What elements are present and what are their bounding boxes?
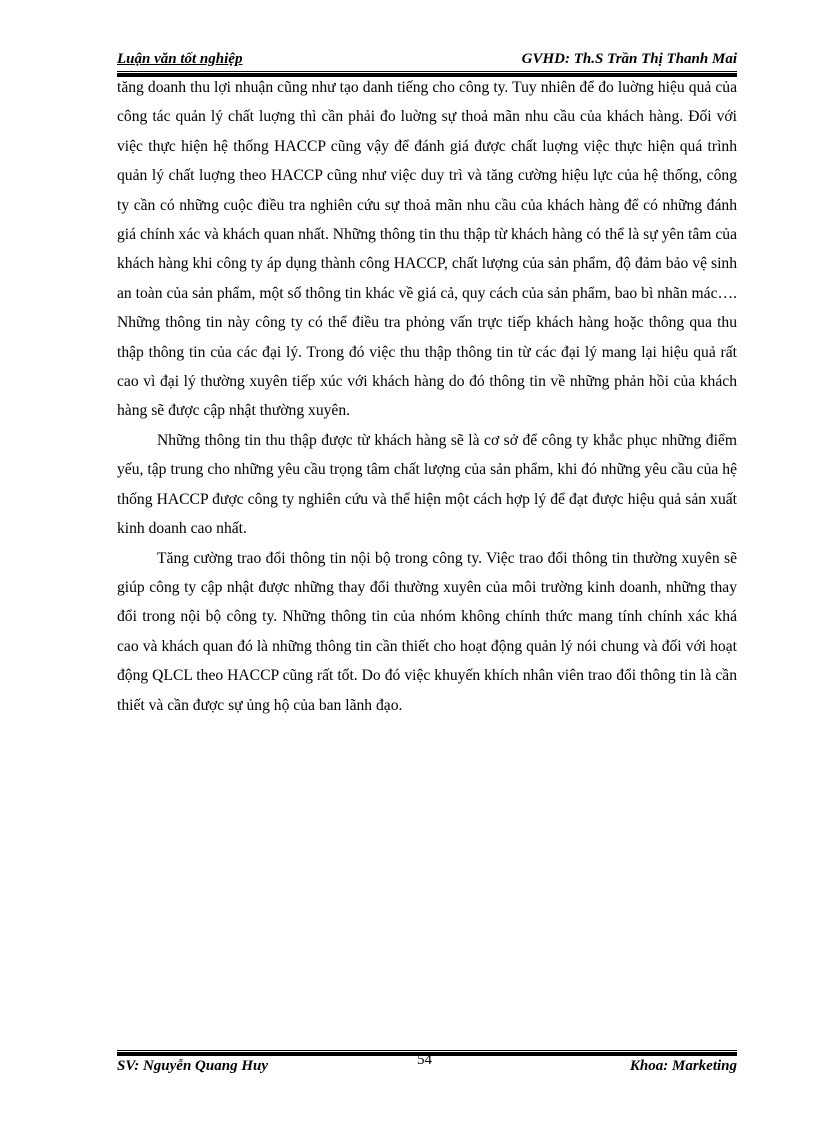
- page-header: [117, 49, 737, 71]
- supervisor-label: GVHD: Th.S Trần Thị Thanh Mai: [521, 51, 737, 67]
- footer-divider-thin: [117, 1050, 737, 1051]
- thesis-title-label: Luận văn tốt nghiệp: [117, 51, 243, 67]
- paragraph-1: tăng doanh thu lợi nhuận cũng như tạo danh tiếng cho công ty. Tuy nhiên để đo luờng hiệu quả của công tác quản lý chất luợng thì cần phải đo luờng sự thoả mãn nhu cầu của khách hàng. Đối với việc thực hiện hệ thống HACCP cũng vậy để đánh giá được chất luợng việc thực hiện quá trình quản lý chất luợng theo HACCP cũng như việc duy trì và tăng cường hiệu lực của hệ thống, công ty cần có những cuộc điều tra nghiên cứu sự thoả mãn nhu cầu của khách hàng để có những đánh giá chính xác và khách quan nhất. Những thông tin thu thập từ khách hàng có thể là sự yên tâm của khách hàng khi công ty áp dụng thành công HACCP, chất lượng của sản phẩm, độ đảm bảo vệ sinh an toàn của sản phẩm, một số thông tin khác về giá cả, quy cách của sản phẩm, bao bì nhãn mác…. Những thông tin này công ty có thể điều tra phỏng vấn trực tiếp khách hàng hoặc thông qua thu thập thông tin của các đại lý. Trong đó việc thu thập thông tin từ các đại lý mang lại hiệu quả rất cao vì đại lý thường xuyên tiếp xúc với khách hàng do đó thông tin về những phản hồi của khách hàng sẽ được cập nhật thường xuyên.: [117, 79, 737, 420]
- header-divider-thin: [117, 71, 737, 72]
- student-name-label: SV: Nguyễn Quang Huy: [117, 1058, 268, 1074]
- faculty-label: Khoa: Marketing: [629, 1058, 737, 1074]
- document-body: [117, 73, 737, 720]
- page-footer: [117, 1054, 737, 1078]
- paragraph-2: Những thông tin thu thập được từ khách hàng sẽ là cơ sở để công ty khắc phục những điểm yếu, tập trung cho những yêu cầu trọng tâm chất lượng của sản phẩm, khi đó những yêu cầu của hệ thống HACCP được công ty nghiên cứu và thể hiện một cách hợp lý để đạt được hiệu quả sản xuất kinh doanh cao nhất.: [117, 431, 737, 538]
- page-number: 54: [417, 1052, 432, 1068]
- paragraph-3: Tăng cường trao đổi thông tin nội bộ trong công ty. Việc trao đổi thông tin thường xuyên sẽ giúp công ty cập nhật được những thay đổi thường xuyên của môi trường kinh doanh, những thay đổi trong nội bộ công ty. Những thông tin của nhóm không chính thức mang tính chính xác khá cao và khách quan đó là những thông tin cần thiết cho hoạt động quản lý nói chung và đối với hoạt động QLCL theo HACCP cũng rất tốt. Do đó việc khuyến khích nhân viên trao đổi thông tin là cần thiết và cần được sự ủng hộ của ban lãnh đạo.: [117, 549, 737, 714]
